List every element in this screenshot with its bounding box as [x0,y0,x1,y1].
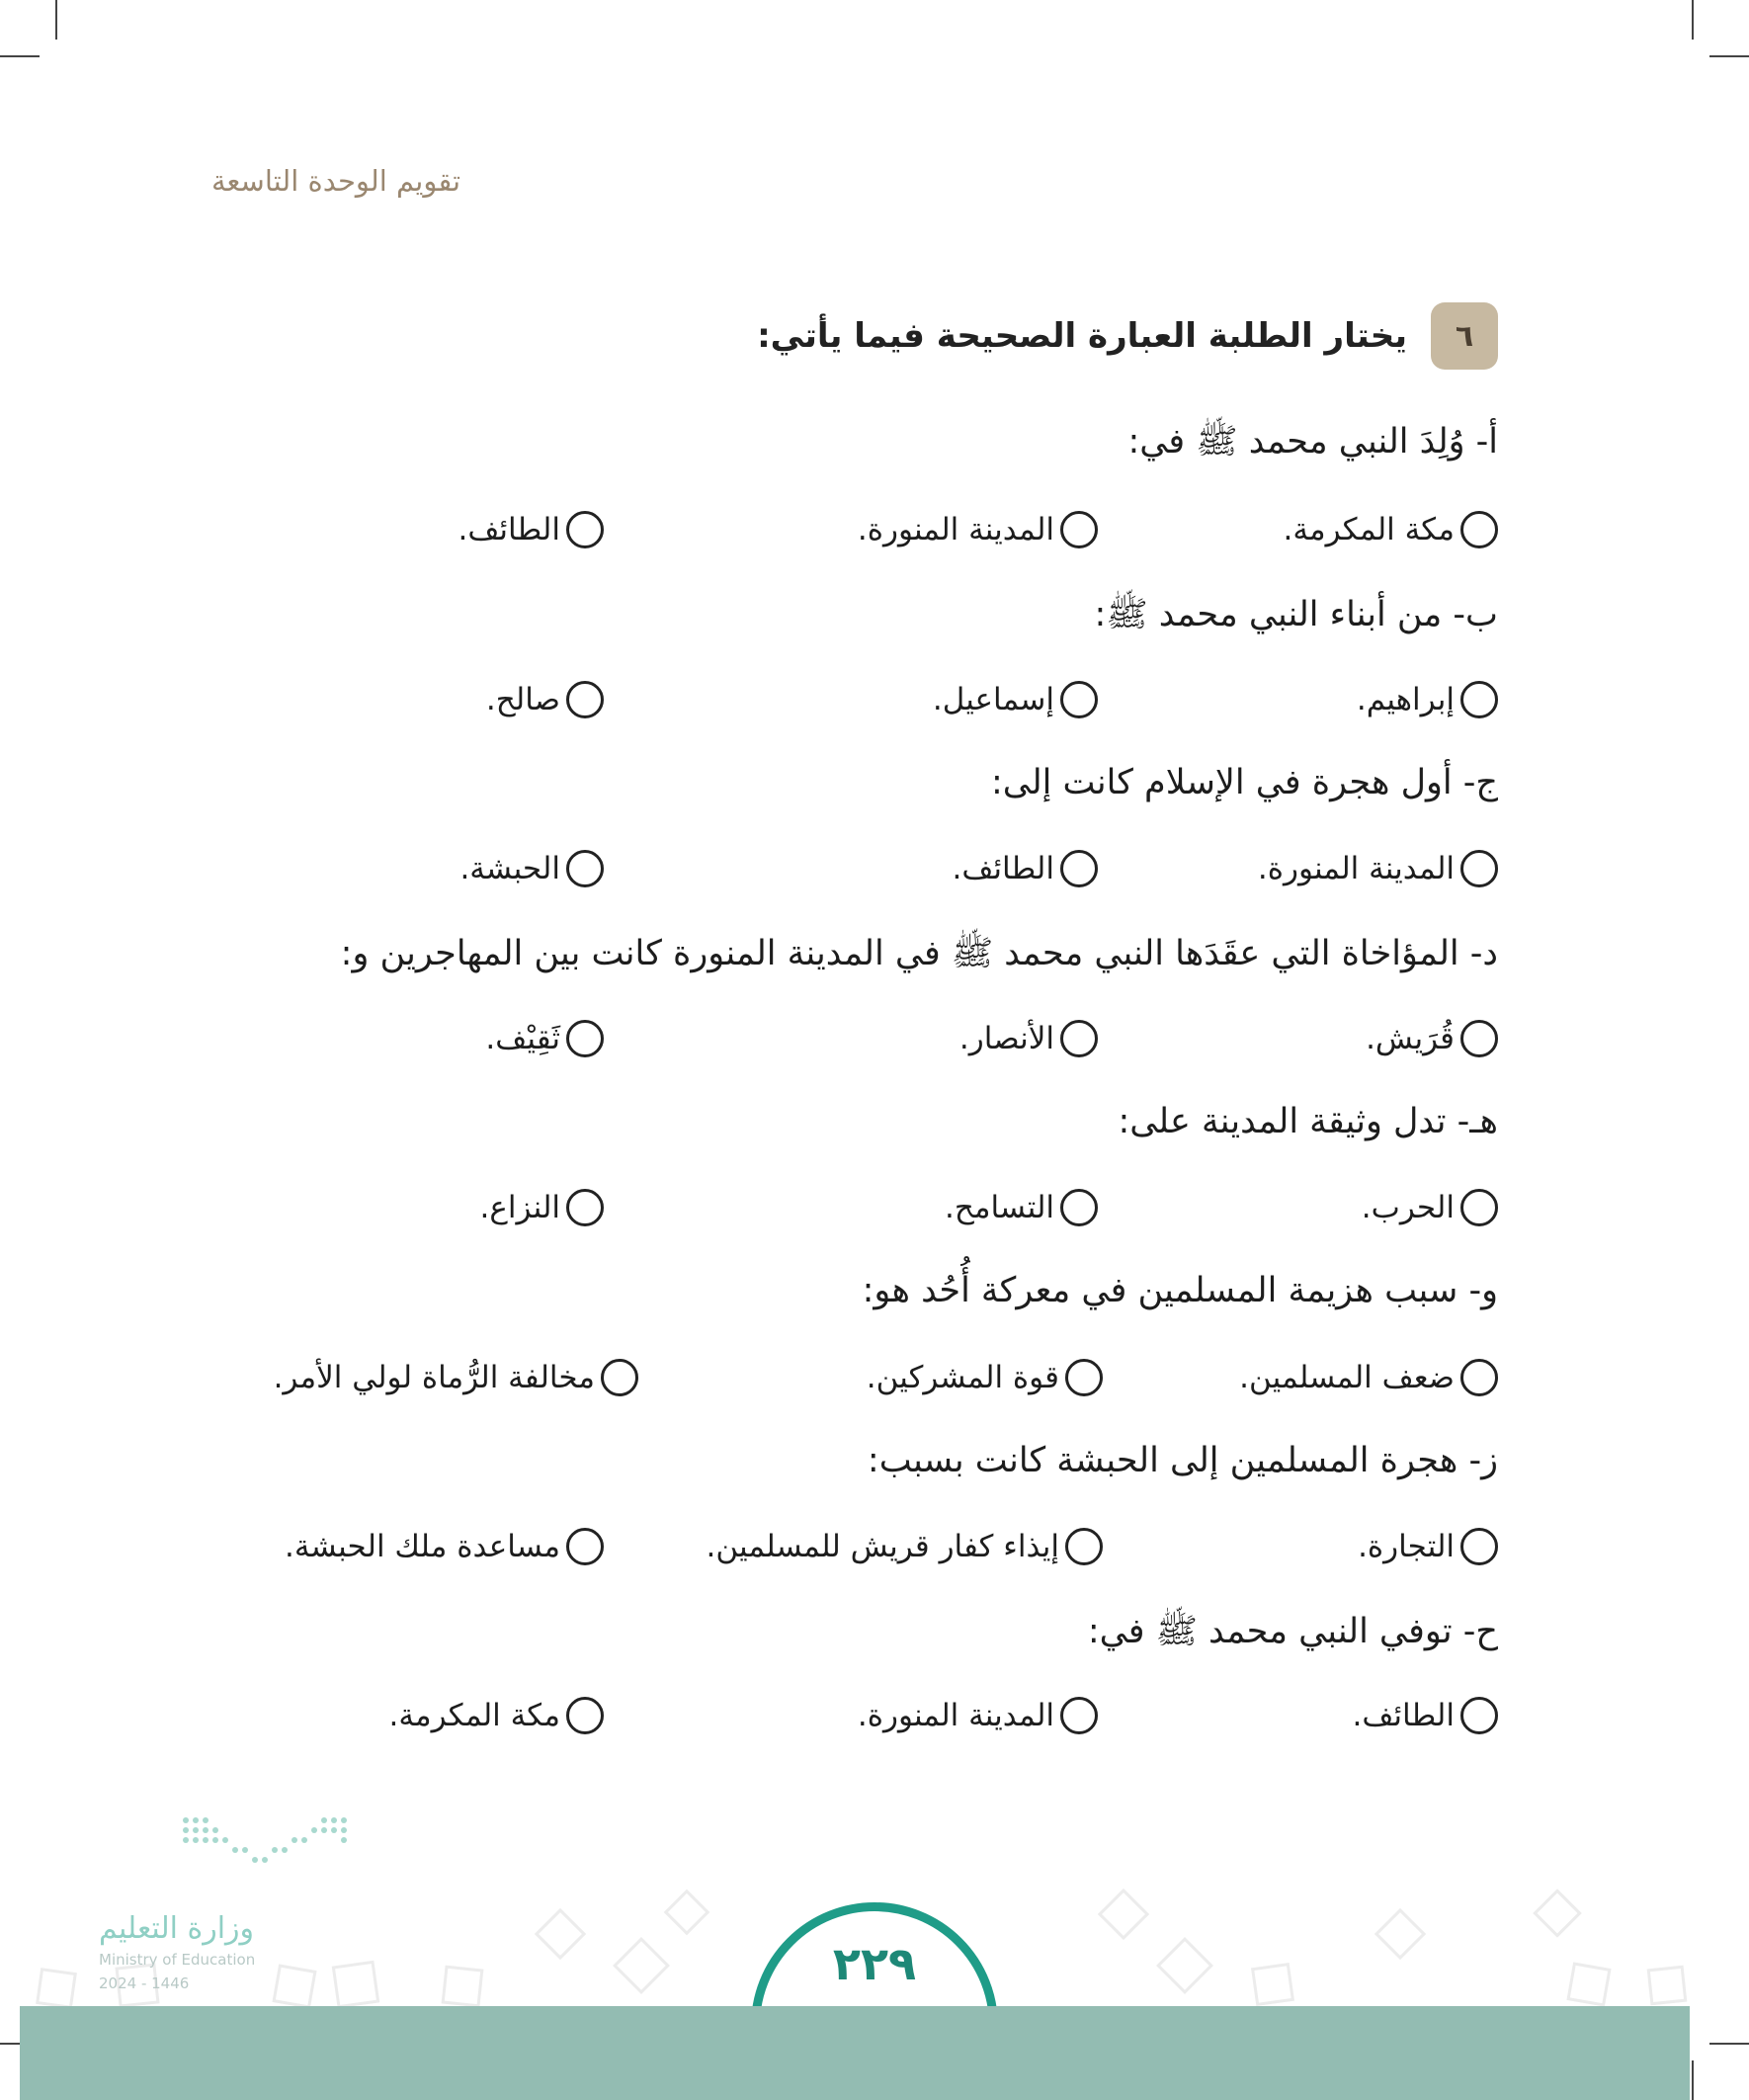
radio-circle-icon[interactable] [566,1020,604,1057]
question-a-prompt: أ- وُلِدَ النبي محمد ﷺ في: [1127,422,1498,462]
option-label: الطائف. [1352,1698,1455,1733]
option[interactable] [285,1528,604,1565]
option-label: مخالفة الرُّماة لولي الأمر. [273,1360,595,1395]
option[interactable] [867,1359,1103,1396]
question-f-options [233,1359,1498,1408]
option[interactable] [1239,1359,1498,1396]
radio-circle-icon[interactable] [1460,1528,1498,1565]
question-g-prompt: ز- هجرة المسلمين إلى الحبشة كانت بسبب: [867,1441,1498,1480]
question-e-options [233,1189,1498,1238]
option-label: صالح. [485,682,560,717]
ministry-name-english: Ministry of Education [99,1951,256,1969]
crop-mark [55,0,57,40]
option-label: قُرَيش. [1366,1021,1455,1056]
question-c-options [233,850,1498,899]
exercise-header [757,302,1498,370]
crop-mark [1709,55,1749,57]
option[interactable] [1284,511,1498,548]
radio-circle-icon[interactable] [566,1528,604,1565]
option-label: ثَقِيْف. [485,1021,560,1056]
option-label: الطائف. [952,851,1054,886]
radio-circle-icon[interactable] [1060,681,1098,718]
page-number: ٢٢٩ [832,1937,917,1990]
question-a-options [233,511,1498,560]
option[interactable] [1352,1697,1498,1734]
footer-band [20,2006,1690,2100]
radio-circle-icon[interactable] [1460,1359,1498,1396]
option-label: المدينة المنورة. [1257,851,1455,886]
option-label: إسماعيل. [932,682,1054,717]
option[interactable] [389,1697,604,1734]
question-h-options [233,1697,1498,1746]
option[interactable] [486,681,604,718]
option[interactable] [1258,850,1498,887]
option-label: ضعف المسلمين. [1239,1360,1455,1395]
option-label: مساعدة ملك الحبشة. [285,1529,560,1564]
option[interactable] [933,681,1098,718]
option[interactable] [1357,681,1498,718]
exercise-number-badge: ٦ [1431,302,1498,370]
radio-circle-icon[interactable] [1060,511,1098,548]
option-label: التسامح. [945,1190,1054,1225]
option-label: إيذاء كفار قريش للمسلمين. [706,1529,1059,1564]
option-label: التجارة. [1358,1529,1455,1564]
option-label: الحبشة. [459,851,560,886]
option-label: قوة المشركين. [866,1360,1059,1395]
radio-circle-icon[interactable] [566,1697,604,1734]
option[interactable] [485,1020,604,1057]
question-c-prompt: ج- أول هجرة في الإسلام كانت إلى: [991,763,1498,802]
option[interactable] [858,1697,1098,1734]
radio-circle-icon[interactable] [1460,1020,1498,1057]
option[interactable] [480,1189,604,1226]
question-f-prompt: و- سبب هزيمة المسلمين في معركة أُحُد هو: [862,1271,1498,1310]
option[interactable] [945,1189,1098,1226]
radio-circle-icon[interactable] [1460,681,1498,718]
question-g-options [233,1528,1498,1577]
option-label: المدينة المنورة. [857,512,1054,547]
radio-circle-icon[interactable] [1460,850,1498,887]
question-b-options [233,681,1498,730]
option-label: إبراهيم. [1356,682,1455,717]
radio-circle-icon[interactable] [1065,1528,1103,1565]
option[interactable] [459,850,604,887]
question-d-prompt: د- المؤاخاة التي عقَدَها النبي محمد ﷺ في المدينة المنورة كانت بين المهاجرين و: [340,934,1498,973]
ministry-year: 2024 - 1446 [99,1974,190,1992]
option[interactable] [274,1359,638,1396]
option-label: النزاع. [479,1190,560,1225]
exercise-instruction: يختار الطلبة العبارة الصحيحة فيما يأتي: [757,316,1407,356]
ministry-name-arabic: وزارة التعليم [99,1911,255,1946]
option-label: الأنصار. [958,1021,1054,1056]
radio-circle-icon[interactable] [1060,1020,1098,1057]
question-e-prompt: هـ- تدل وثيقة المدينة على: [1118,1102,1498,1141]
crop-mark [1692,0,1694,40]
ministry-logo-icon [180,1814,354,1874]
radio-circle-icon[interactable] [566,850,604,887]
crop-mark [1709,2043,1749,2045]
radio-circle-icon[interactable] [566,511,604,548]
option-label: المدينة المنورة. [857,1698,1054,1733]
option[interactable] [858,511,1098,548]
option[interactable] [1358,1528,1498,1565]
option-label: مكة المكرمة. [388,1698,560,1733]
radio-circle-icon[interactable] [566,1189,604,1226]
radio-circle-icon[interactable] [601,1359,638,1396]
radio-circle-icon[interactable] [566,681,604,718]
option-label: الحرب. [1361,1190,1455,1225]
option[interactable] [458,511,604,548]
radio-circle-icon[interactable] [1060,850,1098,887]
option-label: الطائف. [458,512,560,547]
radio-circle-icon[interactable] [1460,1189,1498,1226]
radio-circle-icon[interactable] [1060,1189,1098,1226]
question-d-options [233,1020,1498,1069]
crop-mark [1692,2060,1694,2100]
option[interactable] [959,1020,1098,1057]
option[interactable] [707,1528,1103,1565]
crop-mark [0,55,40,57]
option[interactable] [1366,1020,1498,1057]
question-b-prompt: ب- من أبناء النبي محمد ﷺ: [1094,595,1498,634]
radio-circle-icon[interactable] [1065,1359,1103,1396]
unit-review-title: تقويم الوحدة التاسعة [211,164,461,198]
option[interactable] [952,850,1098,887]
radio-circle-icon[interactable] [1460,511,1498,548]
radio-circle-icon[interactable] [1060,1697,1098,1734]
radio-circle-icon[interactable] [1460,1697,1498,1734]
question-h-prompt: ح- توفي النبي محمد ﷺ في: [1087,1612,1498,1651]
option-label: مكة المكرمة. [1283,512,1455,547]
option[interactable] [1362,1189,1498,1226]
